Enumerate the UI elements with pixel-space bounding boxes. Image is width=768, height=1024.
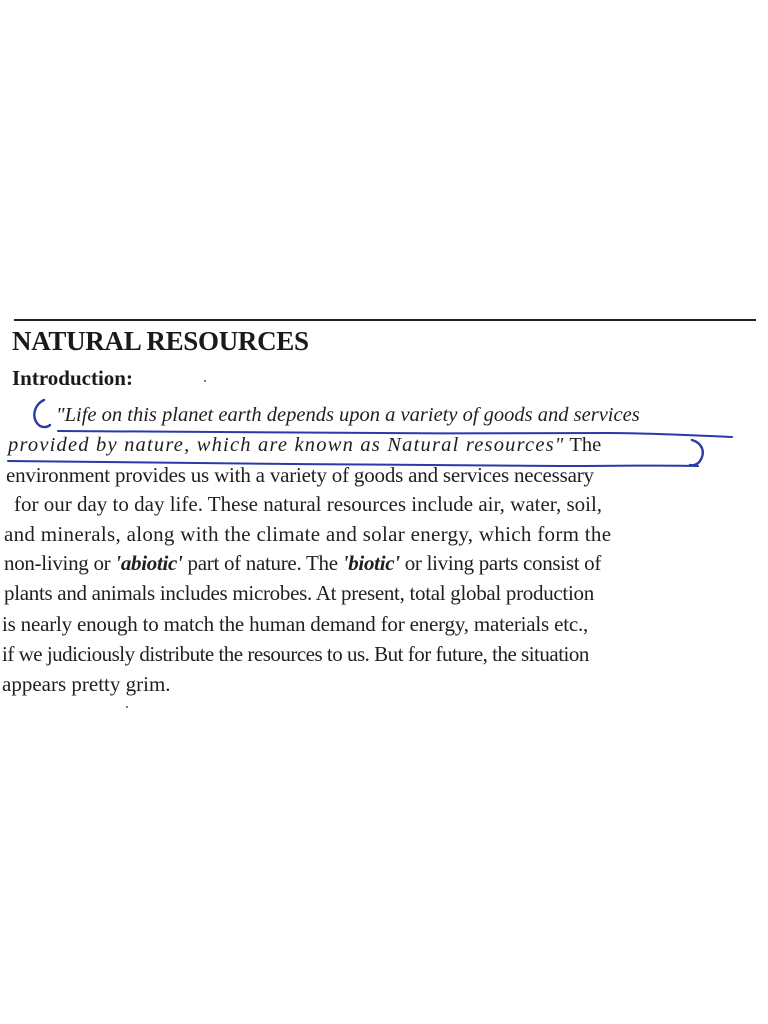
paragraph-line-7 (4, 581, 594, 606)
pen-bracket-open (34, 400, 50, 427)
paragraph-line-1 (56, 404, 640, 427)
section-heading: Introduction: (12, 366, 133, 390)
quote-text-2: provided by nature, which are known as Natural resources" (8, 434, 565, 456)
paragraph-text-6a: non-living or (4, 551, 116, 575)
paragraph-line-10 (2, 672, 171, 697)
paragraph-line-6 (4, 551, 601, 576)
paragraph-text-7: plants and animals includes microbes. At present, total global production (4, 581, 594, 605)
paragraph-text-6b: part of nature. The (182, 551, 343, 575)
top-rule-divider (14, 319, 756, 321)
paragraph-text-8: is nearly enough to match the human demand for energy, materials etc., (2, 612, 589, 636)
paragraph-line-8 (2, 612, 588, 637)
paragraph-text-6c: or living parts consist of (399, 551, 602, 575)
paragraph-text-5: and minerals, along with the climate and solar energy, which form the (4, 522, 612, 546)
paragraph-line-9 (2, 642, 589, 667)
biotic-term: 'biotic' (342, 551, 400, 575)
paragraph-line-5 (4, 522, 611, 547)
paragraph-line-3 (6, 463, 594, 488)
pen-bracket-close (690, 440, 703, 465)
paragraph-line-4 (14, 492, 602, 517)
paragraph-text-3: environment provides us with a variety of goods and services necessary (6, 463, 594, 487)
page-title: NATURAL RESOURCES (12, 326, 309, 356)
paragraph-text-9: if we judiciously distribute the resources to us. But for future, the situation (2, 642, 589, 666)
abiotic-term: 'abiotic' (115, 551, 183, 575)
paragraph-line-2 (8, 434, 601, 457)
paragraph-text-10: appears pretty grim. (2, 672, 171, 696)
stray-mark (126, 706, 128, 708)
paragraph-text-2: The (564, 434, 602, 456)
paragraph-text-4: for our day to day life. These natural resources include air, water, soil, (14, 492, 603, 516)
stray-mark (204, 380, 206, 382)
quote-text-1: "Life on this planet earth depends upon a variety of goods and services (56, 404, 640, 426)
